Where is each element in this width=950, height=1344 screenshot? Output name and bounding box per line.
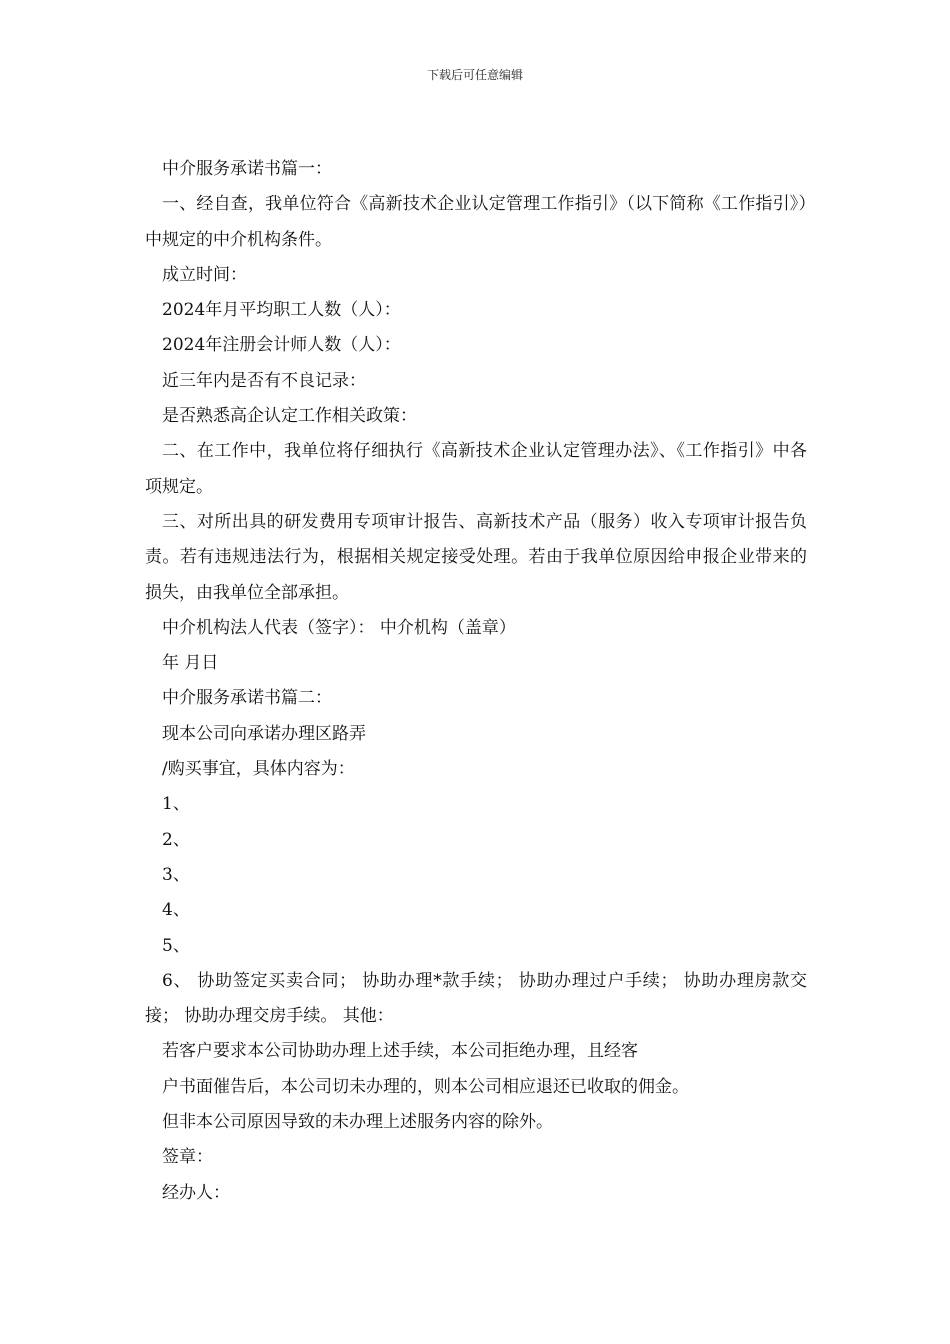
signature-line-1: 中介机构法人代表（签字）： 中介机构（盖章） xyxy=(162,617,516,638)
paragraph-self-check: 一、经自查，我单位符合《高新技术企业认定管理工作指引》（以下简称《工作指引》）中规定的中介机构条件。 xyxy=(145,194,807,250)
paragraph-commitment: 现本公司向承诺办理区路弄 xyxy=(162,723,366,744)
section-title-2: 中介服务承诺书篇二： xyxy=(162,688,332,709)
list-item-2: 2、 xyxy=(162,829,190,850)
list-item-6: 6、 协助签定买卖合同； 协助办理*款手续； 协助办理过户手续； 协助办理房款交接； 协助办理交房手续。 其他： xyxy=(145,970,807,1027)
paragraph-refuse-1: 若客户要求本公司协助办理上述手续，本公司拒绝办理，且经客 xyxy=(162,1041,638,1062)
paragraph-purchase: /购买事宜，具体内容为： xyxy=(162,759,355,780)
paragraph-responsibility: 三、对所出具的研发费用专项审计报告、高新技术产品（服务）收入专项审计报告负责。若有违规违法行为，根据相关规定接受处理。若由于我单位原因给申报企业带来的损失，由我单位全部承担。 xyxy=(145,511,807,603)
paragraph-refuse-2: 户书面催告后，本公司切未办理的，则本公司相应退还已收取的佣金。 xyxy=(162,1076,689,1097)
list-item-1: 1、 xyxy=(162,794,190,815)
page-header-note: 下载后可任意编辑 xyxy=(426,68,523,82)
field-established: 成立时间： xyxy=(162,264,247,285)
document-body xyxy=(145,152,807,1211)
paragraph-execution: 二、在工作中，我单位将仔细执行《高新技术企业认定管理办法》、《工作指引》中各项规定。 xyxy=(145,441,807,497)
list-item-4: 4、 xyxy=(162,900,190,921)
signature-handler: 经办人： xyxy=(162,1182,230,1203)
list-item-5: 5、 xyxy=(162,935,190,956)
paragraph-exception: 但非本公司原因导致的未办理上述服务内容的除外。 xyxy=(162,1112,553,1133)
date-line: 年 月日 xyxy=(162,653,219,674)
section-title-1: 中介服务承诺书篇一： xyxy=(162,159,332,179)
field-cpa-count: 2024年注册会计师人数（人）： xyxy=(162,335,401,356)
signature-seal: 签章： xyxy=(162,1147,213,1168)
list-item-3: 3、 xyxy=(162,864,190,885)
field-avg-staff: 2024年月平均职工人数（人）： xyxy=(162,300,401,321)
field-policy-familiar: 是否熟悉高企认定工作相关政策： xyxy=(162,406,417,427)
field-bad-record: 近三年内是否有不良记录： xyxy=(162,370,366,391)
